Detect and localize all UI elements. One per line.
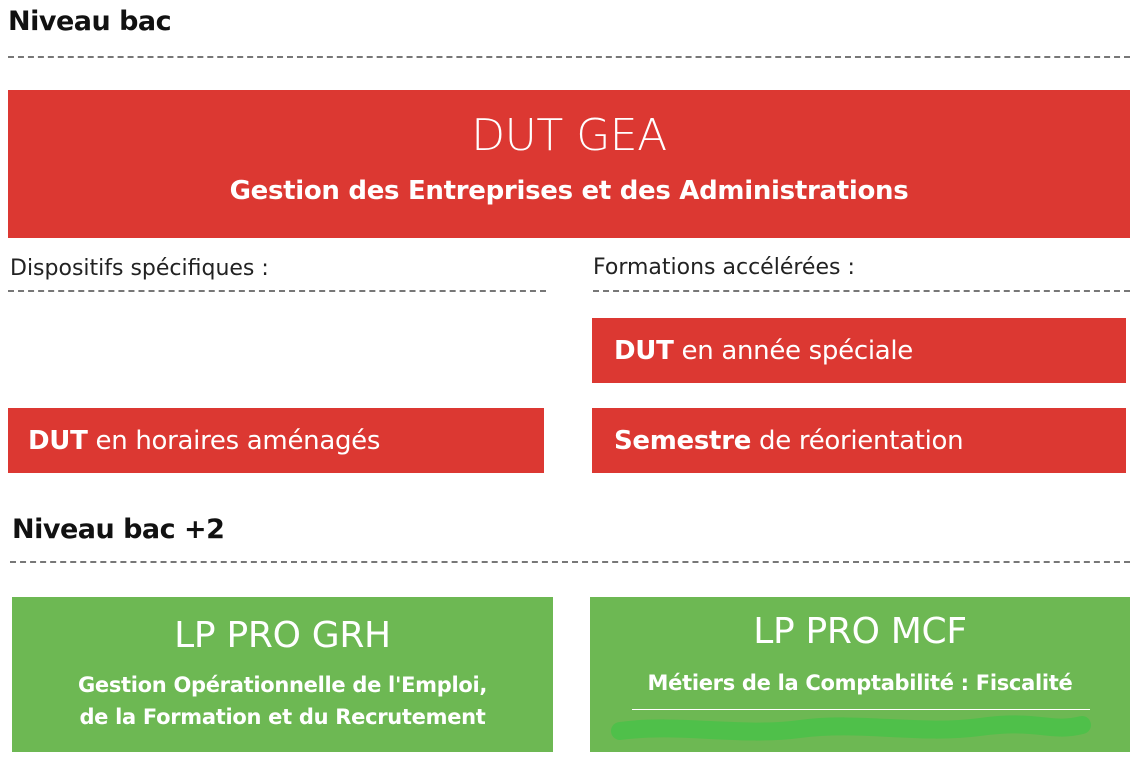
semestre-reorientation-block[interactable] (592, 408, 1126, 473)
left-column-heading: Dispositifs spécifiques : (10, 256, 269, 281)
lp-pro-mcf-subtitle: Métiers de la Comptabilité : Fiscalité (647, 671, 1073, 695)
dut-horaires-amenages-label (28, 426, 380, 456)
lp-pro-grh-subtitle-line1: Gestion Opérationnelle de l'Emploi, (77, 673, 488, 697)
redaction-scribble (590, 709, 1130, 759)
semestre-reorientation-label (614, 426, 963, 456)
section-divider-bac2 (10, 561, 1130, 563)
left-column-divider (8, 290, 546, 292)
lp-pro-mcf-block[interactable] (590, 597, 1130, 752)
dut-annee-speciale-block[interactable] (592, 318, 1126, 383)
lp-pro-grh-title: LP PRO GRH (174, 615, 391, 656)
dut-gea-title: DUT GEA (471, 110, 667, 161)
section-divider-bac (8, 56, 1130, 58)
lp-pro-grh-block[interactable] (12, 597, 553, 752)
dut-horaires-amenages-block[interactable] (8, 408, 544, 473)
dut-horaires-amenages-rest: en horaires aménagés (87, 425, 381, 456)
section-title-bac: Niveau bac (8, 6, 172, 37)
dut-horaires-amenages-bold: DUT (28, 425, 88, 456)
section-title-bac2: Niveau bac +2 (12, 514, 225, 545)
dut-annee-speciale-label (614, 336, 913, 366)
dut-gea-subtitle: Gestion des Entreprises et des Administrations (229, 176, 909, 206)
semestre-reorientation-rest: de réorientation (751, 425, 964, 456)
dut-annee-speciale-bold: DUT (614, 335, 674, 366)
dut-gea-block[interactable] (8, 90, 1130, 238)
dut-annee-speciale-rest: en année spéciale (673, 335, 913, 366)
semestre-reorientation-bold: Semestre (614, 425, 752, 456)
lp-pro-mcf-title: LP PRO MCF (753, 611, 967, 652)
right-column-divider (593, 290, 1130, 292)
lp-pro-grh-subtitle-line2: de la Formation et du Recrutement (79, 705, 486, 729)
right-column-heading: Formations accélérées : (593, 255, 855, 280)
